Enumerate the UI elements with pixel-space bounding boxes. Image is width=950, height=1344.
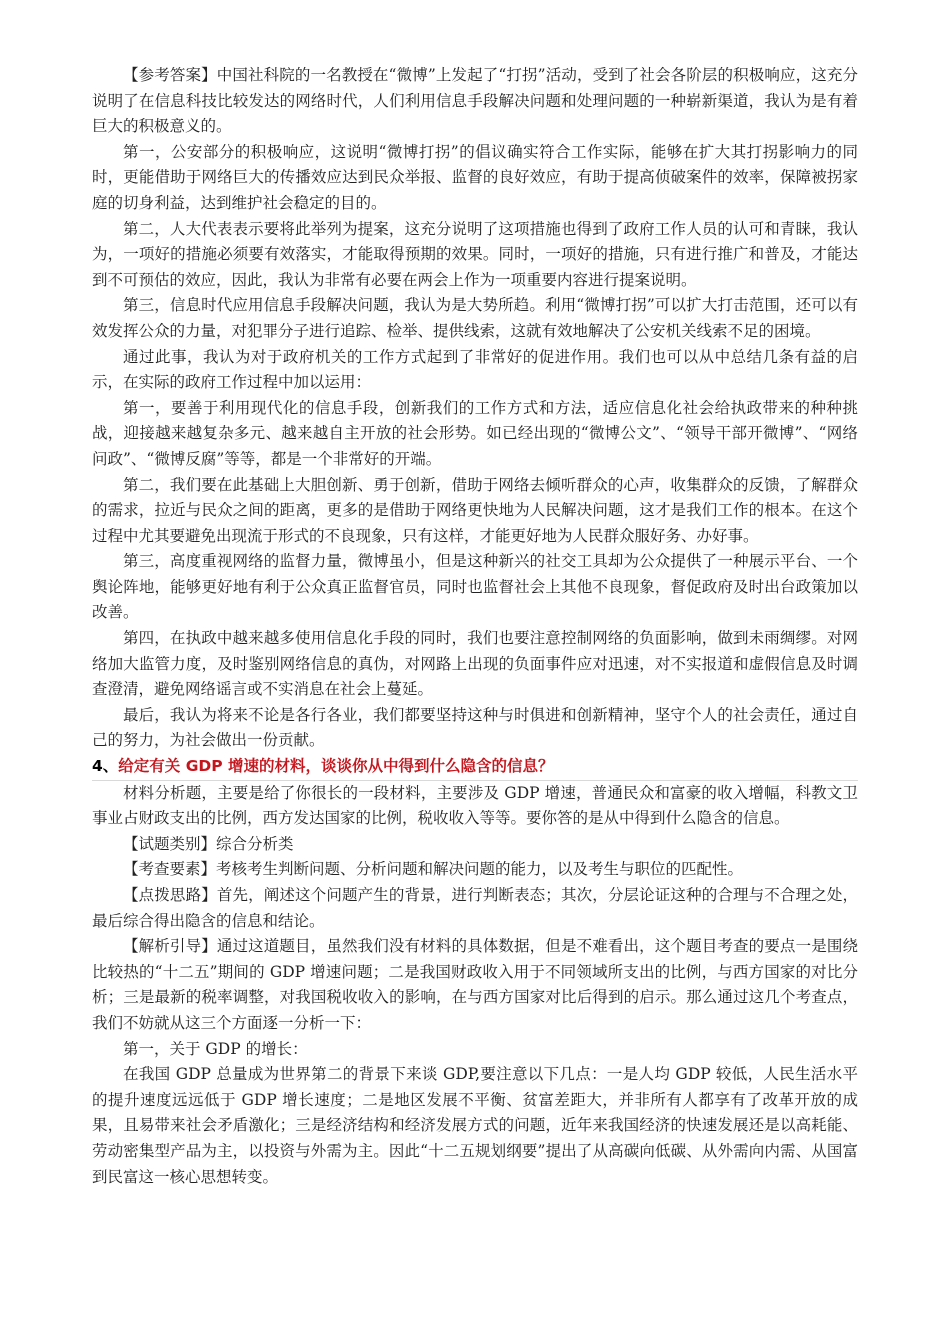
paragraph-material-analysis: 材料分析题，主要是给了你很长的一段材料，主要涉及 GDP 增速，普通民众和富豪的收入增幅，科教文卫事业占财政支出的比例，西方发达国家的比例，税收收入等等。要你答的是从中得到什么隐含的信息。 xyxy=(92,783,858,828)
paragraph-reference-answer: 【参考答案】中国社科院的一名教授在“微博”上发起了“打拐”活动，受到了社会各阶层的积极响应，这充分说明了在信息科技比较发达的网络时代，人们利用信息手段解决问题和处理问题的一种崭新渠道，我认为是有着巨大的积极意义的。 xyxy=(92,66,858,136)
paragraph-insight-three: 第三，高度重视网络的监督力量，微博虽小，但是这种新兴的社交工具却为公众提供了一种展示平台、一个舆论阵地，能够更好地有利于公众真正监督官员，同时也监督社会上其他不良现象，督促政府及时出台政策加以改善。 xyxy=(92,552,858,622)
paragraph-summary-intro: 通过此事，我认为对于政府机关的工作方式起到了非常好的促进作用。我们也可以从中总结几条有益的启示，在实际的政府工作过程中加以运用： xyxy=(92,347,858,392)
paragraph-third-point: 第三，信息时代应用信息手段解决问题，我认为是大势所趋。利用“微博打拐”可以扩大打击范围，还可以有效发挥公众的力量，对犯罪分子进行追踪、检举、提供线索，这就有效地解决了公安机关线索不足的困境。 xyxy=(92,296,858,340)
paragraph-insight-two: 第二，我们要在此基础上大胆创新、勇于创新，借助于网络去倾听群众的心声，收集群众的反馈，了解群众的需求，拉近与民众之间的距离，更多的是借助于网络更快地为人民解决问题，这才是我们工作的根本。在这个过程中尤其要避免出现流于形式的不良现象，只有这样，才能更好地为人民群众服好务、办好事。 xyxy=(92,475,858,545)
paragraph-gdp-growth-body: 在我国 GDP 总量成为世界第二的背景下来谈 GDP,要注意以下几点：一是人均 GDP 较低，人民生活水平的提升速度远远低于 GDP 增长速度；二是地区发展不平衡、贫富差距大，并非所有人都享有了改革开放的成果，且易带来社会矛盾激化；三是经济结构和经济发展方式的问题，近年来我国经济的快速发展还是以高耗能、劳动密集型产品为主，以投资与外需为主。因此“十二五规划纲要”提出了从高碳向低碳、从外需向内需、从国富到民富这一核心思想转变。 xyxy=(92,1065,858,1186)
paragraph-second-point: 第二，人大代表表示要将此举列为提案，这充分说明了这项措施也得到了政府工作人员的认可和青睐，我认为，一项好的措施必须要有效落实，才能取得预期的效果。同时，一项好的措施，只有进行推广和普及，才能达到不可预估的效应，因此，我认为非常有必要在两会上作为一项重要内容进行提案说明。 xyxy=(92,219,858,289)
paragraph-gdp-growth-heading: 第一，关于 GDP 的增长： xyxy=(123,1039,308,1058)
paragraph-first-point: 第一，公安部分的积极响应，这说明“微博打拐”的倡议确实符合工作实际，能够在扩大其打拐影响力的同时，更能借助于网络巨大的传播效应达到民众举报、监督的良好效应，有助于提高侦破案件的效率，保障被拐家庭的切身利益，达到维护社会稳定的目的。 xyxy=(92,142,858,212)
question-heading xyxy=(92,754,858,781)
paragraph-question-category: 【试题类别】综合分析类 xyxy=(123,834,294,853)
paragraph-conclusion: 最后，我认为将来不论是各行各业，我们都要坚持这种与时俱进和创新精神，坚守个人的社会责任，通过自己的努力，为社会做出一份贡献。 xyxy=(92,705,858,750)
paragraph-assessment-elements: 【考查要素】考核考生判断问题、分析问题和解决问题的能力，以及考生与职位的匹配性。 xyxy=(123,860,744,879)
document-body xyxy=(92,63,858,1190)
question-number: 4、 xyxy=(92,757,119,776)
paragraph-approach-hints: 【点拨思路】首先，阐述这个问题产生的背景，进行判断表态；其次，分层论证这种的合理与不合理之处，最后综合得出隐含的信息和结论。 xyxy=(92,886,858,930)
question-text: 给定有关 GDP 增速的材料，谈谈你从中得到什么隐含的信息？ xyxy=(118,757,554,776)
paragraph-insight-one: 第一，要善于利用现代化的信息手段，创新我们的工作方式和方法，适应信息化社会给执政带来的种种挑战，迎接越来越复杂多元、越来越自主开放的社会形势。如已经出现的“微博公文”、“领导干部开微博”、“网络问政”、“微博反腐”等等，都是一个非常好的开端。 xyxy=(92,398,858,468)
paragraph-insight-four: 第四，在执政中越来越多使用信息化手段的同时，我们也要注意控制网络的负面影响，做到未雨绸缪。对网络加大监管力度，及时鉴别网络信息的真伪，对网路上出现的负面事件应对迅速，对不实报道和虚假信息及时调查澄清，避免网络谣言或不实消息在社会上蔓延。 xyxy=(92,629,858,699)
paragraph-analysis-guide: 【解析引导】通过这道题目，虽然我们没有材料的具体数据，但是不难看出，这个题目考查的要点一是围绕比较热的“十二五”期间的 GDP 增速问题；二是我国财政收入用于不同领域所支出的比例，与西方国家的对比分析；三是最新的税率调整，对我国税收收入的影响，在与西方国家对比后得到的启示。那么通过这几个考查点，我们不妨就从这三个方面逐一分析一下： xyxy=(92,937,858,1032)
